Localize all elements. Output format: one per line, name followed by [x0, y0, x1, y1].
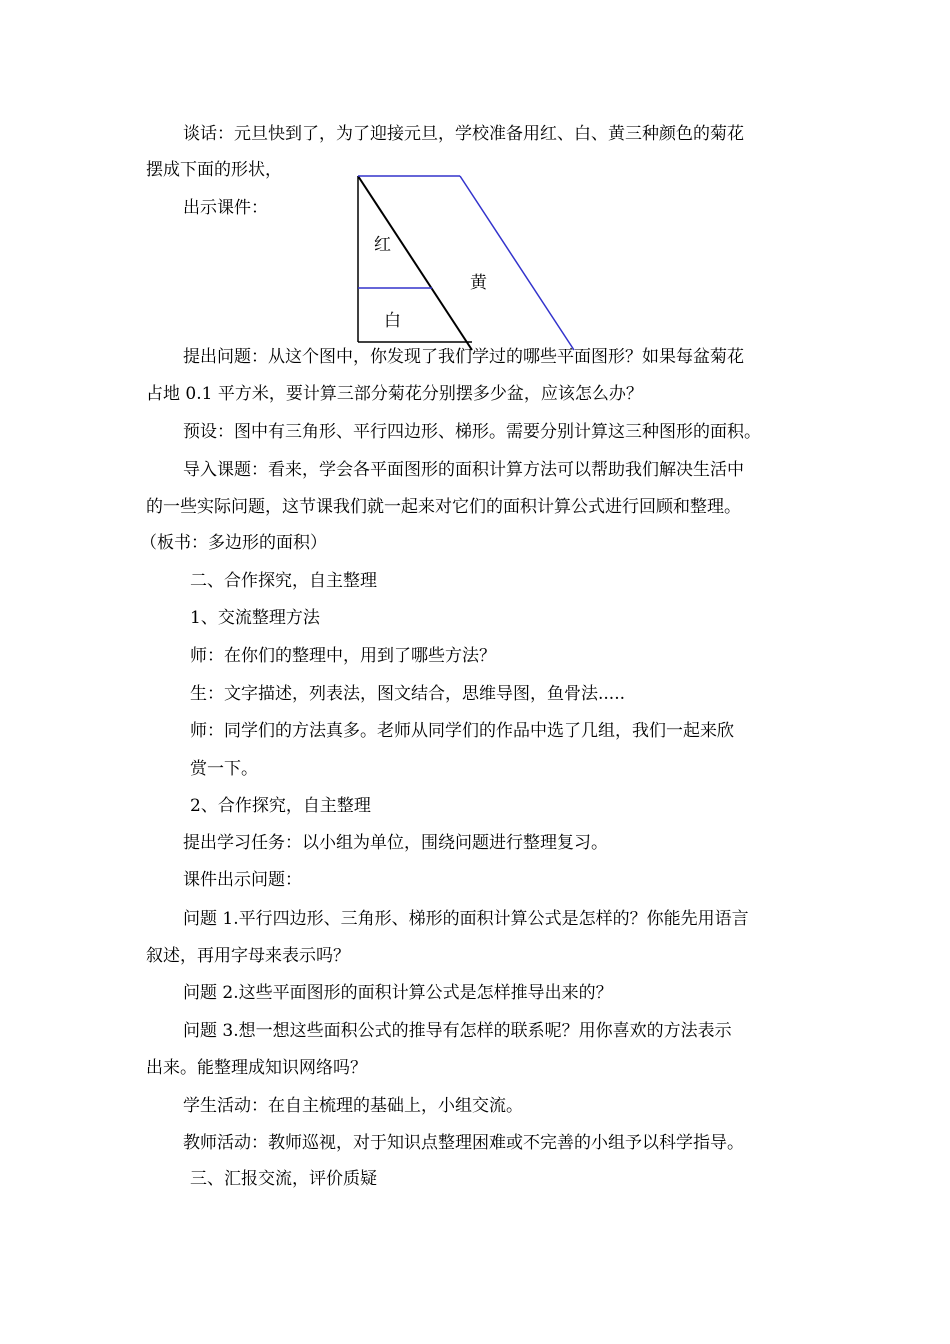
paragraph-line: 提出学习任务：以小组为单位，围绕问题进行整理复习。 — [183, 833, 608, 853]
paragraph-line: 学生活动：在自主梳理的基础上，小组交流。 — [183, 1096, 523, 1116]
paragraph-line: 导入课题：看来，学会各平面图形的面积计算方法可以帮助我们解决生活中 — [183, 460, 744, 480]
paragraph-line: 师：在你们的整理中，用到了哪些方法？ — [190, 646, 496, 666]
paragraph-line: （板书：多边形的面积） — [140, 533, 327, 553]
paragraph-line: 预设：图中有三角形、平行四边形、梯形。需要分别计算这三种图形的面积。 — [183, 422, 761, 442]
paragraph-line: 谈话：元旦快到了，为了迎接元旦，学校准备用红、白、黄三种颜色的菊花 — [183, 124, 744, 144]
section-heading: 三、汇报交流，评价质疑 — [190, 1169, 377, 1189]
paragraph-line: 课件出示问题： — [183, 870, 302, 890]
paragraph-line: 摆成下面的形状， — [146, 160, 282, 180]
figure-diagonal — [358, 176, 472, 350]
subsection-heading: 1、交流整理方法 — [190, 608, 320, 628]
paragraph-line: 占地 0.1 平方米，要计算三部分菊花分别摆多少盆，应该怎么办？ — [146, 384, 643, 404]
label-white: 白 — [384, 311, 401, 331]
paragraph-line: 教师活动：教师巡视，对于知识点整理困难或不完善的小组予以科学指导。 — [183, 1133, 744, 1153]
label-yellow: 黄 — [470, 273, 487, 293]
paragraph-line: 提出问题：从这个图中，你发现了我们学过的哪些平面图形？如果每盆菊花 — [183, 347, 744, 367]
paragraph-line: 师：同学们的方法真多。老师从同学们的作品中选了几组，我们一起来欣 — [190, 721, 734, 741]
paragraph-line: 出来。能整理成知识网络吗？ — [146, 1058, 367, 1078]
paragraph-line: 的一些实际问题，这节课我们就一起来对它们的面积计算公式进行回顾和整理。 — [146, 497, 741, 517]
paragraph-line: 生：文字描述，列表法，图文结合，思维导图，鱼骨法..... — [190, 684, 626, 704]
section-heading: 二、合作探究，自主整理 — [190, 571, 377, 591]
paragraph-line: 问题 1.平行四边形、三角形、梯形的面积计算公式是怎样的？你能先用语言 — [183, 909, 749, 929]
flower-arrangement-figure — [350, 170, 585, 360]
paragraph-line: 出示课件： — [183, 198, 268, 218]
paragraph-line: 问题 2.这些平面图形的面积计算公式是怎样推导出来的？ — [183, 983, 613, 1003]
figure-right-edge — [460, 176, 574, 350]
paragraph-line: 叙述，再用字母来表示吗？ — [146, 946, 350, 966]
paragraph-line: 问题 3.想一想这些面积公式的推导有怎样的联系呢？用你喜欢的方法表示 — [183, 1021, 732, 1041]
paragraph-line: 赏一下。 — [190, 759, 258, 779]
label-red: 红 — [374, 235, 391, 255]
subsection-heading: 2、合作探究，自主整理 — [190, 796, 371, 816]
